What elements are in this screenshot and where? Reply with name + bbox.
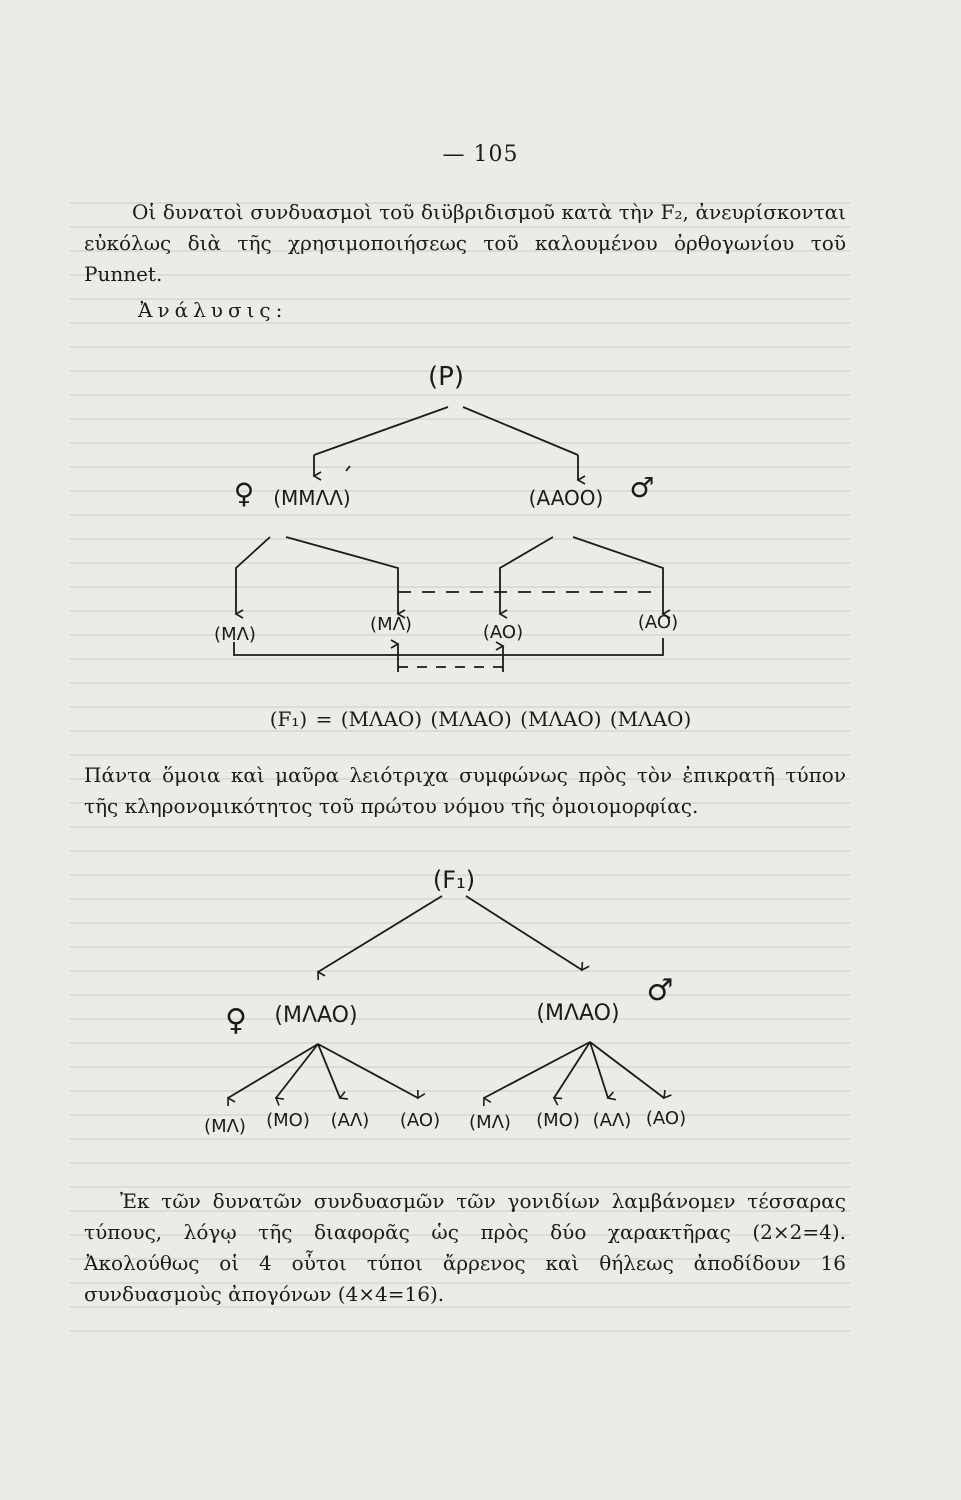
f-gamete-4: (AO) <box>399 1110 441 1131</box>
root-label-f1: (F₁) <box>432 866 476 894</box>
female-genotype: (MMΛΛ) <box>273 486 351 510</box>
f1-formula: (F₁) = (ΜΛΑΟ) (ΜΛΑΟ) (ΜΛΑΟ) (ΜΛΑΟ) <box>269 707 692 731</box>
gamete-4: (AO) <box>637 612 679 633</box>
m-gamete-4: (AO) <box>645 1108 687 1129</box>
f-gamete-1: (MΛ) <box>204 1116 246 1137</box>
f-gamete-arrow-3 <box>318 1044 340 1098</box>
branch-arrow-female <box>318 896 442 972</box>
f-gamete-arrow-4 <box>318 1044 418 1098</box>
female-symbol-icon: ♀ <box>225 1003 247 1038</box>
gamete-1: (MΛ) <box>214 624 256 645</box>
uniformity-paragraph: Πάντα ὅμοια καὶ μαῦρα λειότριχα συμφώνως πρὸς τὸν ἐπικρατῆ τύπον τῆς κληρονομικότητος τοῦ πρώτου νόμου τῆς ὁμοιομορφίας. <box>84 763 846 818</box>
female-symbol-icon: ♀ <box>233 477 255 510</box>
male-symbol-icon: ♂ <box>646 973 674 1008</box>
f-gamete-arrow-2 <box>276 1044 318 1098</box>
branch-arrow-male <box>466 896 582 970</box>
branch-line-left <box>314 407 448 455</box>
f-gamete-3: (AΛ) <box>330 1110 370 1131</box>
diagram-parents <box>234 407 663 672</box>
m-gamete-1: (MΛ) <box>469 1112 511 1133</box>
branch-line-right <box>463 407 578 455</box>
analysis-heading: Ἀνάλυσις: <box>138 298 288 322</box>
male-genotype: (MΛAO) <box>536 1001 620 1026</box>
f-gamete-2: (MO) <box>266 1110 310 1131</box>
male-symbol-icon: ♂ <box>629 471 655 504</box>
gamete-arrow-2 <box>286 537 398 614</box>
m-gamete-3: (AΛ) <box>592 1110 632 1131</box>
m-gamete-2: (MO) <box>536 1110 580 1131</box>
combinations-paragraph: Ἐκ τῶν δυνατῶν συνδυασμῶν τῶν γονιδίων λαμβάνομεν τέσσαρας τύπους, λόγῳ τῆς διαφορᾶς ὡς πρὸς δύο χαρακτῆρας (2×2=4). Ἀκολούθως οἱ 4 οὗτοι τύποι ἄρρενος καὶ θήλεως ἀποδίδουν 16 συνδυασμοὺς ἀπογόνων (4×4=16). <box>84 1189 846 1306</box>
m-gamete-arrow-3 <box>590 1042 608 1098</box>
gamete-arrow-3 <box>500 537 553 614</box>
gamete-2: (MΛ) <box>370 614 412 635</box>
gamete-arrow-1 <box>236 537 270 614</box>
diagram-f1-cross <box>228 896 664 1098</box>
intro-paragraph: Οἱ δυνατοὶ συνδυασμοὶ τοῦ διϋβριδισμοῦ κατὰ τὴν F₂, ἀνευρίσκονται εὐκόλως διὰ τῆς χρησιμοποιήσεως τοῦ καλουμένου ὀρθογωνίου τοῦ Punnet. <box>84 200 846 286</box>
gamete-arrow-4 <box>573 537 663 614</box>
male-genotype: (AAOO) <box>528 486 604 510</box>
page-number: — 105 <box>442 142 519 167</box>
female-genotype: (MΛAO) <box>274 1003 358 1028</box>
bracket-line <box>234 638 663 655</box>
m-gamete-arrow-1 <box>484 1042 590 1098</box>
gamete-3: (AO) <box>482 622 524 643</box>
f-gamete-arrow-1 <box>228 1044 318 1098</box>
root-label-p: (P) <box>428 362 464 392</box>
m-gamete-arrow-4 <box>590 1042 664 1098</box>
m-gamete-arrow-2 <box>554 1042 590 1098</box>
tick-mark <box>346 466 350 471</box>
